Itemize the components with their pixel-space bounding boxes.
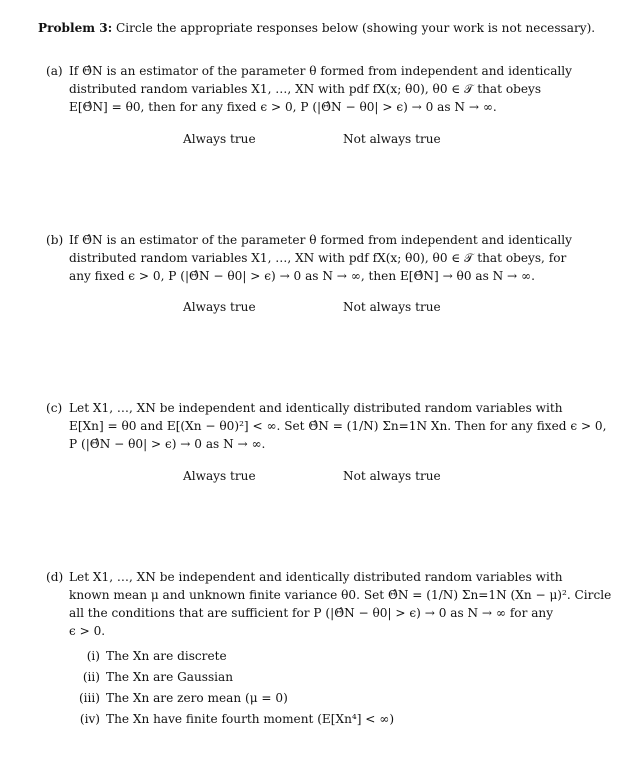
part-c-line-2: E[Xn] = θ0 and E[(Xn − θ0)²] < ∞. Set Θ̂N = (1/N) Σn=1N Xn. Then for any fixed ϵ > 0, — [69, 419, 607, 433]
option-ii-number: (ii) — [82, 670, 100, 684]
part-b-line-2: distributed random variables X1, …, XN with pdf fX(x; θ0), θ0 ∈ 𝒯 that obeys, for — [69, 251, 567, 265]
part-c-not-always-true-choice[interactable]: Not always true — [343, 469, 441, 483]
option-iii-number: (iii) — [78, 691, 100, 705]
problem-header — [38, 21, 608, 35]
option-i-text: The Xn are discrete — [106, 649, 227, 663]
part-d-line-4: ϵ > 0. — [69, 624, 106, 638]
option-iv[interactable] — [72, 709, 394, 730]
option-i[interactable] — [72, 646, 394, 667]
part-d-line-3: all the conditions that are sufficient for P (|Θ̂N − θ0| > ϵ) → 0 as N → ∞ for any — [69, 606, 554, 620]
option-ii[interactable] — [72, 667, 394, 688]
part-a-label: (a) — [46, 64, 63, 78]
part-d-label: (d) — [46, 570, 64, 584]
option-ii-text: The Xn are Gaussian — [106, 670, 234, 684]
part-a — [46, 62, 596, 116]
problem-title: Problem 3: — [38, 21, 113, 35]
part-b-always-true-choice[interactable]: Always true — [183, 300, 256, 314]
part-a-line-3: E[Θ̂N] = θ0, then for any fixed ϵ > 0, P (|Θ̂N − θ0| > ϵ) → 0 as N → ∞. — [69, 100, 497, 114]
part-a-line-1: (a) If Θ̂N is an estimator of the parameter θ formed from independent and identically — [46, 64, 572, 78]
part-d-options — [72, 646, 394, 730]
part-d — [46, 568, 612, 640]
part-a-always-true-choice[interactable]: Always true — [183, 132, 256, 146]
part-b-line-1: (b) If Θ̂N is an estimator of the parameter θ formed from independent and identically — [46, 233, 572, 247]
part-a-not-always-true-choice[interactable]: Not always true — [343, 132, 441, 146]
option-iv-number: (iv) — [79, 712, 100, 726]
part-c-line-3: P (|Θ̂N − θ0| > ϵ) → 0 as N → ∞. — [69, 437, 266, 451]
part-c-line-1: (c) Let X1, …, XN be independent and identically distributed random variables with — [46, 401, 563, 415]
part-b-line-3: any fixed ϵ > 0, P (|Θ̂N − θ0| > ϵ) → 0 as N → ∞, then E[Θ̂N] → θ0 as N → ∞. — [69, 269, 535, 283]
option-iv-text: The Xn have finite fourth moment (E[Xn⁴] < ∞) — [106, 712, 395, 726]
part-c-label: (c) — [46, 401, 63, 415]
option-iii-text: The Xn are zero mean (μ = 0) — [106, 691, 288, 705]
part-b-label: (b) — [46, 233, 64, 247]
part-d-line-1: (d) Let X1, …, XN be independent and identically distributed random variables with — [46, 570, 563, 584]
option-i-number: (i) — [86, 649, 100, 663]
part-a-line-2: distributed random variables X1, …, XN with pdf fX(x; θ0), θ0 ∈ 𝒯 that obeys — [69, 82, 542, 96]
problem-instruction: Circle the appropriate responses below (showing your work is not necessary). — [116, 21, 596, 35]
option-iii[interactable] — [72, 688, 394, 709]
part-b — [46, 231, 596, 285]
part-b-not-always-true-choice[interactable]: Not always true — [343, 300, 441, 314]
part-d-line-2: known mean μ and unknown finite variance θ0. Set Θ̂N = (1/N) Σn=1N (Xn − μ)². Circle — [69, 588, 612, 602]
part-c-always-true-choice[interactable]: Always true — [183, 469, 256, 483]
part-c — [46, 399, 607, 453]
